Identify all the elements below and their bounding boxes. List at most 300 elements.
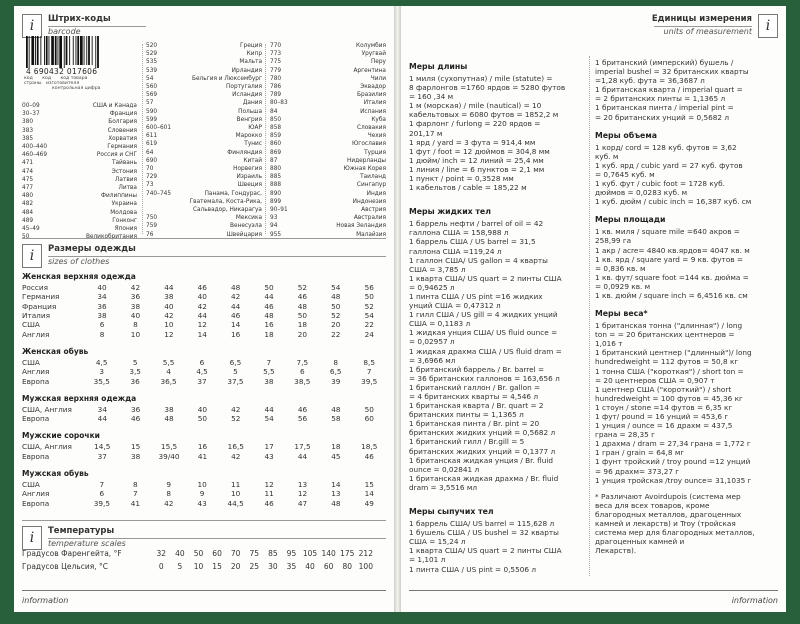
barcode-bar [46, 36, 48, 65]
size-row [22, 498, 386, 507]
barcode-code: 385 [22, 135, 34, 142]
barcode-code: 690 [146, 157, 158, 164]
info-icon: i [22, 14, 42, 38]
units-line: 1 жидкая унция США/ US fluid ounce = [409, 328, 558, 338]
barcode-bar [80, 36, 83, 65]
barcode-country: ЮАР [248, 125, 262, 132]
right-page [401, 6, 786, 612]
size-value: 39 [331, 376, 341, 386]
size-value: 40 [197, 404, 208, 414]
units-line: 1 фут / foot = 12 дюймов = 304,8 мм [409, 146, 550, 156]
size-value: 36 [130, 376, 140, 386]
barcode-row [146, 206, 262, 214]
barcode-country: Израиль [236, 174, 262, 181]
barcode-row [146, 165, 262, 173]
barcode-row [270, 198, 386, 206]
barcode-code: 859 [270, 133, 282, 140]
sizes-subtitle: sizes of clothes [48, 257, 110, 266]
size-value: 41 [130, 498, 140, 508]
temp-value: 105 [302, 549, 318, 558]
size-value: 48 [331, 404, 341, 414]
barcode-row [22, 151, 137, 159]
size-value: 8 [166, 489, 172, 499]
barcode-code: 64 [146, 149, 154, 156]
barcode-code: 850 [270, 116, 282, 123]
barcode-country: Эквадор [360, 84, 386, 91]
barcode-row [22, 184, 137, 192]
barcode-code: 93 [270, 215, 278, 222]
size-value: 5 [132, 357, 138, 367]
size-value: 39,5 [93, 498, 110, 508]
temp-value: 75 [249, 549, 260, 558]
temp-value: 32 [156, 549, 167, 558]
units-line: 1 кв. миля / square mile =640 акров = [595, 227, 740, 237]
units-line: 8 фарлонгов =1760 ярдов = 5280 футов [409, 83, 566, 93]
size-value: 38 [130, 301, 141, 311]
barcode-row [146, 83, 262, 91]
units-line: 1 баррель нефти / barrel of oil = 42 [409, 219, 544, 229]
barcode-row [146, 67, 262, 75]
temp-value: 70 [230, 549, 241, 558]
size-row [22, 358, 386, 367]
size-value: 52 [297, 283, 308, 293]
barcode-digits: 4 690432 017606 [26, 67, 98, 76]
barcode-row [270, 132, 386, 140]
size-value: 5 [233, 367, 238, 377]
size-row [22, 405, 386, 414]
units-line: = 3,6966 мл [409, 355, 456, 365]
barcode-code: 471 [22, 160, 34, 167]
units-line: куб. м [595, 151, 619, 161]
size-value: 41 [197, 451, 208, 461]
barcode-country: Турция [364, 149, 386, 156]
size-region: США [22, 480, 40, 490]
size-region: Европа [22, 498, 50, 508]
units-note-line: система мер для благородных металлов, [595, 528, 755, 538]
size-value: 7 [366, 367, 372, 377]
units-line: кабельтовых = 6080 футов = 1852,2 м [409, 110, 559, 120]
units-note-line: драгоценных камней и [595, 537, 685, 547]
temp-celsius-row [22, 562, 375, 571]
size-value: 9 [166, 480, 172, 490]
units-line: ounce = 0,02841 л [409, 464, 480, 474]
barcode-code: 869 [270, 149, 282, 156]
barcode-country: Португалия [226, 84, 262, 91]
size-value: 42 [231, 404, 241, 414]
size-value: 13 [297, 480, 308, 490]
barcode-country: США и Канада [92, 103, 137, 109]
units-header [409, 12, 778, 46]
barcode-country: Перу [370, 59, 386, 66]
barcode-row [146, 75, 262, 83]
size-value: 50 [364, 292, 374, 302]
size-value: 46 [297, 404, 308, 414]
barcode-country: Малайзия [356, 231, 386, 238]
barcode-code: 759 [146, 223, 158, 230]
barcode-row [146, 124, 262, 132]
barcode-country: Тунис [244, 141, 262, 148]
barcode-row [146, 214, 262, 222]
barcode-row [270, 149, 386, 157]
temp-value: 30 [268, 562, 278, 571]
size-section-title: Мужская верхняя одежда [22, 393, 137, 403]
units-line: 1 драхма / dram = 27,34 грана = 1,772 г [595, 439, 751, 449]
barcode-bar [76, 36, 77, 65]
size-value: 6 [299, 367, 305, 377]
size-value: 42 [130, 283, 141, 293]
size-table [22, 358, 386, 386]
barcode-row [270, 124, 386, 132]
units-line: 1 дюйм/ inch = 12 линий = 25,4 мм [409, 155, 544, 165]
barcode-code: 383 [22, 127, 34, 134]
units-line: США = 0,1183 л [409, 319, 471, 329]
barcode-row [146, 99, 262, 107]
size-value: 17,5 [294, 442, 311, 452]
temp-value: 140 [321, 549, 336, 558]
barcode-row [146, 108, 262, 116]
barcode-country: Литва [118, 185, 137, 192]
units-line: 1 унция тройская /troy ounce= 31,1035 г [595, 475, 752, 485]
size-value: 37,5 [227, 376, 244, 386]
units-line: = 20 британских унций = 0,5682 л [595, 112, 730, 122]
units-line: = 0,0929 кв. м [595, 281, 651, 291]
barcode-list-2 [146, 42, 262, 239]
barcode-country: Чили [370, 75, 386, 82]
temp-value: 25 [249, 562, 260, 571]
barcode-row [270, 58, 386, 66]
size-value: 6 [99, 320, 105, 330]
units-line: 1 кв. дюйм / square inch = 6,4516 кв. см [595, 290, 748, 300]
units-note-line: камней и лекарств) и Troy (тройская [595, 519, 736, 529]
units-line: = 96 драхм= 373,27 г [595, 466, 680, 476]
barcode-labels [24, 76, 108, 92]
units-line: 1 пинта США / US pint =16 жидких [409, 291, 543, 301]
size-value: 50 [364, 404, 374, 414]
size-row [22, 367, 386, 376]
units-line: 1 миля (сухопутная) / mile (statute) = [409, 74, 553, 83]
barcode-code: 477 [22, 185, 34, 192]
units-line: 1 м (морская) / mile (nautical) = 10 [409, 101, 542, 111]
size-value: 15 [364, 480, 374, 490]
units-line: = 0,94625 л [409, 282, 455, 292]
size-value: 4,5 [196, 367, 208, 377]
barcode-row [22, 192, 137, 200]
units-line: =1,28 куб. фута = 36,3687 л [595, 76, 705, 86]
size-row [22, 302, 386, 311]
size-value: 10 [197, 480, 207, 490]
barcode-country: Украина [111, 201, 137, 208]
units-line: = 0,7645 куб. м [595, 169, 655, 179]
barcode-code: 885 [270, 174, 282, 181]
size-value: 38 [130, 451, 141, 461]
size-row [22, 283, 386, 292]
temp-value: 0 [158, 562, 164, 571]
barcode-row [22, 209, 137, 217]
size-region: США, Англия [22, 404, 72, 414]
barcode-bar [97, 36, 99, 68]
size-value: 40 [130, 311, 141, 321]
size-value: 8 [333, 357, 339, 367]
barcode-code: 480 [22, 193, 34, 200]
size-value: 44 [297, 451, 308, 461]
size-value: 49 [364, 498, 374, 508]
size-value: 37 [197, 376, 207, 386]
size-region: Европа [22, 376, 50, 386]
barcode-code: 529 [146, 51, 158, 58]
temp-value: 10 [193, 562, 204, 571]
size-value: 9 [199, 489, 205, 499]
barcode-bar [73, 36, 74, 65]
size-value: 40 [197, 292, 207, 302]
barcode-row [146, 190, 262, 198]
size-value: 16 [197, 442, 208, 452]
barcode-country: Финляндия [227, 149, 262, 156]
barcode-code: 773 [270, 51, 282, 58]
size-value: 40 [164, 301, 174, 311]
barcode-country: Новая Зеландия [336, 223, 386, 230]
barcode-country: Венгрия [236, 116, 262, 123]
size-value: 22 [331, 329, 341, 339]
size-value: 54 [264, 414, 274, 424]
units-line: 1 куб. дюйм / cubic inch = 16,387 куб. см [595, 197, 752, 207]
barcode-row [270, 42, 386, 50]
size-value: 4 [166, 367, 171, 377]
size-value: 36 [131, 404, 141, 414]
barcode-row [270, 83, 386, 91]
barcode-row [270, 165, 386, 173]
barcode-code: 80–83 [270, 100, 288, 107]
barcode-country: Польша [238, 108, 262, 115]
units-section-title: Меры объема [595, 130, 657, 140]
size-value: 50 [264, 283, 274, 293]
barcode-row [22, 217, 137, 225]
barcode-code: 569 [146, 92, 158, 99]
barcode-bar [31, 36, 34, 65]
size-section-title: Мужская обувь [22, 468, 89, 478]
units-line: 1 тонна США ("короткая") / short ton = [595, 366, 744, 376]
size-section-title: Женская верхняя одежда [22, 272, 136, 281]
barcode-row [22, 168, 137, 176]
size-region: Англия [22, 329, 50, 339]
barcode-country: Югославия [352, 141, 386, 148]
units-line: dram = 3,5516 мл [409, 482, 477, 492]
size-value: 12 [164, 329, 174, 339]
units-section-title: Меры веса* [595, 309, 648, 319]
barcode-code: 76 [146, 231, 154, 238]
temp-value: 50 [193, 549, 204, 558]
barcode-country: Сальвадор, Никарагуа [192, 207, 262, 214]
temp-value: 15 [212, 562, 222, 571]
barcode-row [22, 225, 137, 233]
barcode-code: 786 [270, 84, 282, 91]
units-line: 1 британская кварта / Br. quart = 2 [409, 401, 544, 411]
units-line: 1 галлон США/ US gallon = 4 кварты [409, 255, 548, 265]
left-page [14, 6, 394, 612]
size-value: 46 [131, 414, 141, 424]
size-value: 6 [199, 357, 205, 367]
units-section-title: Меры сыпучих тел [409, 507, 494, 517]
units-note-line: благородных металлов, драгоценных [595, 509, 742, 519]
barcode-country: Уругвай [361, 51, 386, 58]
size-value: 46 [364, 451, 374, 461]
units-line: 1 британский центнер ("длинный")/ long [595, 348, 752, 358]
barcode-row [22, 102, 137, 110]
size-region: Европа [22, 451, 50, 461]
size-value: 15 [130, 442, 141, 452]
barcode-country: Аргентина [353, 67, 386, 74]
barcode-country: Тайвань [111, 160, 137, 167]
units-line: = 20 центнеров США = 0,907 т [595, 375, 715, 385]
barcode-row [146, 91, 262, 99]
units-line: = 36 британских галлонов = 163,656 л [409, 373, 560, 383]
barcode-country: Исландия [232, 92, 262, 99]
barcode-bar [64, 36, 65, 68]
barcode-country: Словакия [356, 125, 386, 132]
size-value: 43 [197, 498, 207, 508]
temp-value: 20 [230, 562, 241, 571]
units-line: = 160 ,34 м [409, 92, 454, 102]
size-value: 46 [264, 498, 274, 508]
size-row [22, 452, 386, 461]
barcode-row [270, 222, 386, 230]
units-section-title: Меры жидких тел [409, 207, 491, 217]
barcode-country: Филиппины [101, 193, 137, 200]
barcode-row [270, 157, 386, 165]
barcode-code: 535 [146, 59, 158, 66]
units-line: 1 британская тонна ("длинная") / long [595, 321, 743, 331]
temp-value: 95 [286, 549, 297, 558]
temp-value: 5 [177, 562, 183, 571]
barcode-country: Испания [360, 108, 386, 115]
barcodes-title: Штрих-коды [48, 14, 111, 24]
units-line: галлона США =119,24 л [409, 246, 502, 256]
units-line: 1 стоун / stone =14 футов = 6,35 кг [595, 402, 733, 412]
units-line: 1 фарлонг / furlong = 220 ярдов = [409, 119, 541, 129]
size-row [22, 480, 386, 489]
info-icon: i [22, 526, 42, 550]
units-note-line: Лекарств). [595, 546, 637, 556]
size-value: 18 [264, 329, 274, 339]
barcode-row [270, 67, 386, 75]
units-column-1 [409, 58, 587, 574]
barcode-country: Германия [107, 144, 137, 151]
barcode-country: Китай [243, 157, 262, 164]
size-value: 50 [331, 301, 341, 311]
barcode-row [22, 143, 137, 151]
temp-value: 60 [212, 549, 222, 558]
barcode-bar [51, 36, 54, 65]
size-value: 5,5 [162, 357, 175, 367]
size-value: 17 [264, 442, 274, 452]
barcode-row [146, 198, 262, 206]
barcode-code: 00–09 [22, 103, 40, 109]
barcode-code: 474 [22, 168, 34, 175]
size-value: 42 [230, 292, 241, 302]
size-value: 45 [331, 451, 341, 461]
barcode-country: Колумбия [355, 43, 386, 49]
size-row [22, 292, 386, 301]
barcode-country: Кипр [246, 51, 262, 58]
barcode-bar [26, 36, 28, 68]
barcode-bar [66, 36, 68, 65]
size-value: 46 [297, 292, 308, 302]
barcode-country: Бразилия [356, 92, 386, 99]
units-line: 1 британский (имперский) бушель / [595, 58, 734, 67]
units-subtitle: units of measurement [663, 27, 752, 36]
barcode-row [22, 135, 137, 143]
units-line: унций США = 0,47312 л [409, 301, 501, 311]
size-value: 44,5 [227, 498, 244, 508]
book-spine [394, 6, 401, 612]
size-value: 18,5 [361, 442, 378, 452]
units-line: hundredweight = 112 футов = 50,8 кг [595, 357, 739, 367]
units-line: британских пинты = 1,1365 л [409, 410, 524, 420]
size-value: 39,5 [361, 376, 378, 386]
size-value: 44 [164, 283, 174, 293]
barcode-code: 770 [270, 43, 282, 49]
barcode-country: Австрия [361, 207, 386, 214]
barcode-country: Бельгия и Люксембург [191, 75, 262, 82]
barcode-code: 590 [146, 108, 158, 115]
size-value: 7 [266, 357, 272, 367]
size-region: Англия [22, 367, 50, 377]
barcode-code: 780 [270, 75, 282, 82]
units-note-line: * Различают Avoirdupois (система мер [595, 491, 741, 501]
barcode-row [146, 181, 262, 189]
temps-subtitle: temperature scales [48, 539, 126, 548]
barcode-country: Эстония [111, 168, 137, 175]
size-row [22, 329, 386, 338]
size-row [22, 376, 386, 385]
units-line: 1 корд/ cord = 128 куб. футов = 3,62 [595, 142, 737, 152]
barcode-bar [55, 36, 57, 65]
size-value: 54 [331, 283, 341, 293]
sizes-title: Размеры одежды [48, 244, 136, 254]
barcode-row [146, 50, 262, 58]
size-region: Франция [22, 301, 57, 311]
barcode-code: 560 [146, 84, 158, 91]
barcode-code: 789 [270, 92, 282, 99]
size-value: 20 [297, 329, 308, 339]
size-value: 14 [364, 489, 374, 499]
size-value: 43 [264, 451, 274, 461]
barcode-code: 54 [146, 75, 154, 82]
barcode-code: 611 [146, 133, 158, 140]
size-value: 10 [130, 329, 141, 339]
units-line: 1 гилл США / US gill = 4 жидких унций [409, 310, 558, 320]
barcode-country: Чехия [367, 133, 386, 140]
size-value: 38,5 [294, 376, 311, 386]
barcode-country: Индия [366, 190, 386, 197]
units-line: 1 кварта США/ US quart = 2 пинты США [409, 273, 562, 283]
size-value: 12 [264, 480, 274, 490]
size-value: 38 [264, 376, 274, 386]
barcode-code: 475 [22, 176, 34, 183]
barcode-country: Италия [363, 100, 386, 107]
barcode-code: 729 [146, 174, 158, 181]
barcode-row [270, 190, 386, 198]
units-line: дюймов = 0,0283 куб. м [595, 188, 688, 198]
units-line: 1 кв. фут/ square foot =144 кв. дюйма = [595, 272, 749, 282]
barcode-row [146, 116, 262, 124]
units-line: 201,17 м [409, 128, 443, 138]
barcode-code: 90–91 [270, 207, 288, 214]
barcode-bar [69, 36, 70, 65]
temp-value: 212 [358, 549, 373, 558]
barcode-code: 50 [22, 234, 30, 241]
barcode-bar [37, 36, 39, 65]
barcode-country: Мальта [239, 59, 262, 66]
